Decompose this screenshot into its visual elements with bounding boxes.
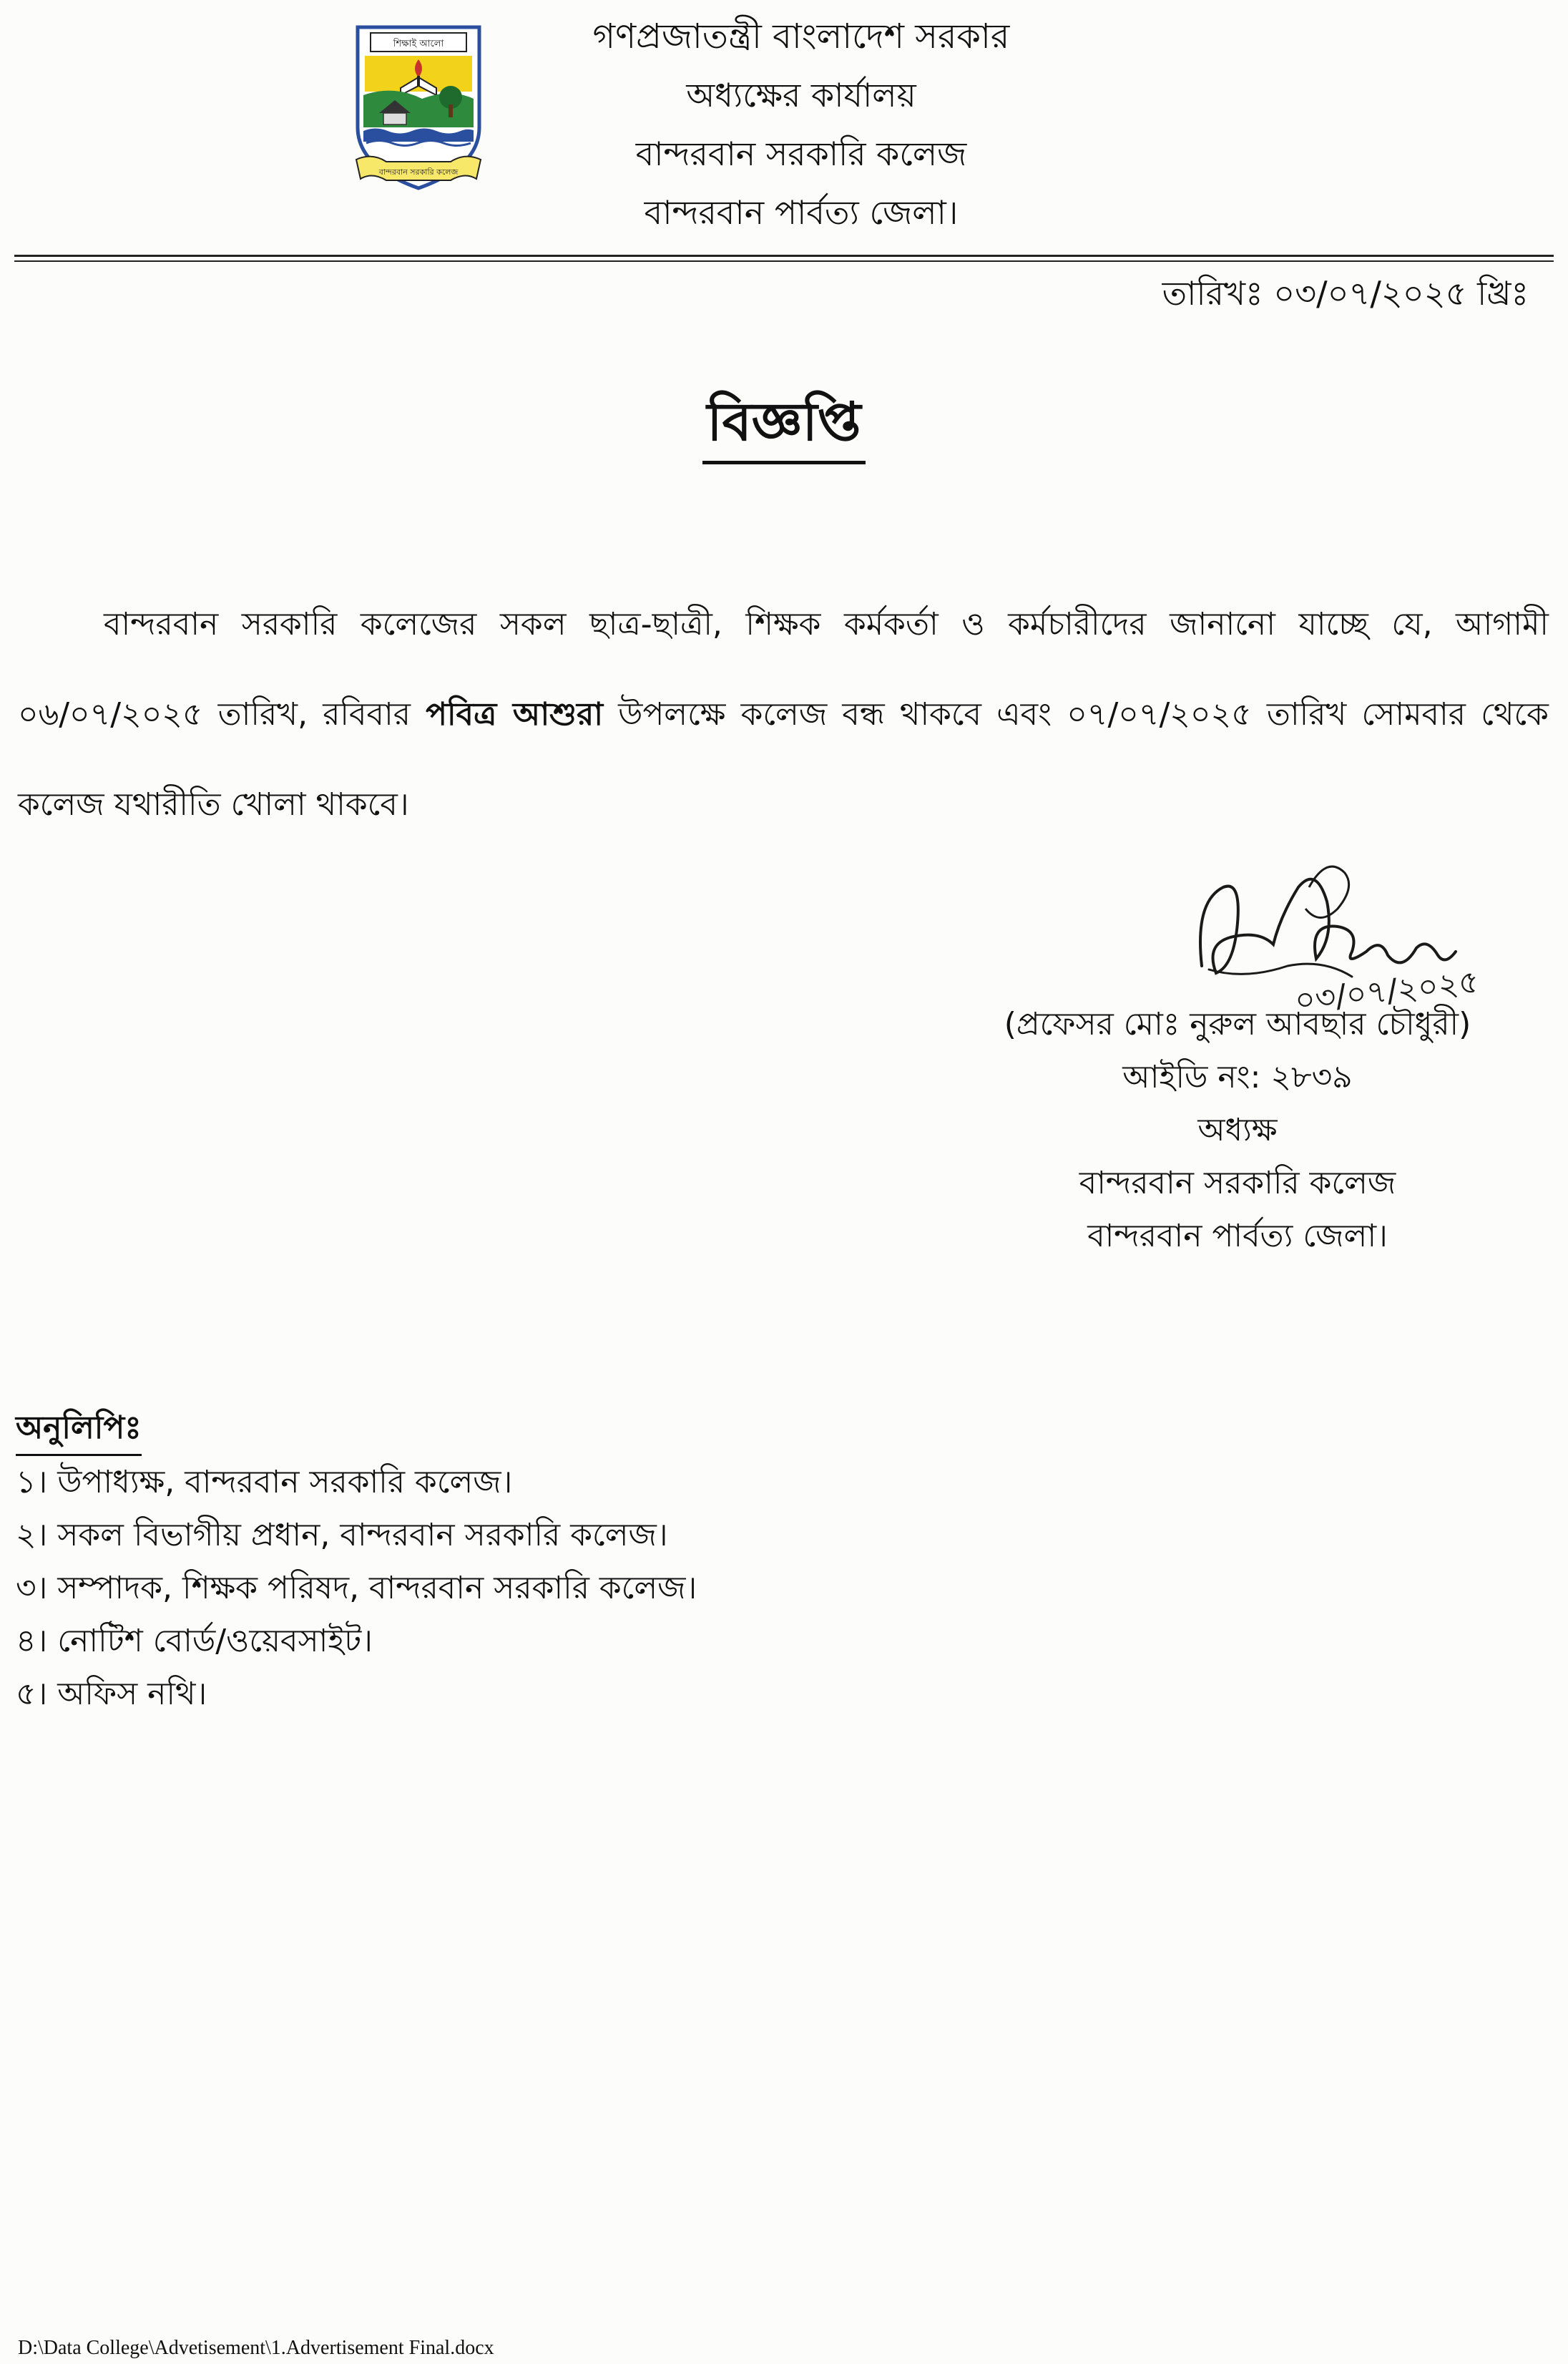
- copy-item: ১। উপাধ্যক্ষ, বান্দরবান সরকারি কলেজ।: [16, 1464, 513, 1500]
- notice-title: [0, 386, 1568, 464]
- signatory-district: বান্দরবান পার্বত্য জেলা।: [1087, 1218, 1388, 1254]
- copy-item: ৪। নোটিশ বোর্ড/ওয়েবসাইট।: [16, 1623, 373, 1659]
- signature-date: ০৩/০৭/২০২৫: [1293, 963, 1481, 1020]
- notice-body-highlight: পবিত্র আশুরা: [426, 696, 604, 733]
- govt-name: গণপ্রজাতন্ত্রী বাংলাদেশ সরকার: [592, 16, 1010, 57]
- letterhead: [501, 7, 1102, 242]
- office-name: অধ্যক্ষের কার্যালয়: [686, 76, 916, 114]
- notice-date: তারিখঃ ০৩/০৭/২০২৫ খ্রিঃ: [1162, 274, 1529, 313]
- notice-body-part1: বান্দরবান সরকারি কলেজের সকল ছাত্র-ছাত্রী, শিক্ষক কর্মকর্তা ও কর্মচারীদের জানানো যাচ্ছে যে, আগামী ০৬/০৭/২০২৫ তারিখ, রবিবার: [18, 606, 1549, 733]
- copy-item: ২। সকল বিভাগীয় প্রধান, বান্দরবান সরকারি কলেজ।: [16, 1517, 668, 1553]
- signatory-id: আইডি নং: ২৮৩৯: [1122, 1059, 1353, 1095]
- header-divider: [14, 255, 1554, 257]
- signatory-designation: অধ্যক্ষ: [1197, 1112, 1278, 1148]
- copy-item: ৫। অফিস নথি।: [16, 1676, 207, 1712]
- logo-top-text: শিক্ষাই আলো: [393, 39, 444, 49]
- college-name: বান্দরবান সরকারি কলেজ: [635, 135, 967, 173]
- district-name: বান্দরবান পার্বত্য জেলা।: [644, 193, 959, 232]
- signatory-name: (প্রফেসর মোঃ নুরুল আবছার চৌধুরী): [1004, 1006, 1471, 1042]
- copy-item: ৩। সম্পাদক, শিক্ষক পরিষদ, বান্দরবান সরকারি কলেজ।: [16, 1570, 697, 1606]
- copies-heading: অনুলিপিঃ: [16, 1402, 142, 1456]
- college-logo: [351, 20, 486, 195]
- file-path-footer: D:\Data College\Advetisement\1.Advertisement Final.docx: [18, 2337, 494, 2359]
- logo-bottom-text: বান্দরবান সরকারি কলেজ: [378, 167, 459, 177]
- notice-body: [18, 580, 1549, 850]
- signature-block: [930, 998, 1545, 1263]
- notice-title-text: বিজ্ঞপ্তি: [702, 386, 865, 464]
- notice-body-part2: উপলক্ষে কলেজ বন্ধ থাকবে এবং ০৭/০৭/২০২৫ তারিখ সোমবার থেকে কলেজ যথারীতি খোলা থাকবে।: [18, 696, 1549, 823]
- copy-distribution: [16, 1402, 1089, 1721]
- signatory-college: বান্দরবান সরকারি কলেজ: [1079, 1165, 1396, 1201]
- header-divider-thin: [14, 260, 1554, 262]
